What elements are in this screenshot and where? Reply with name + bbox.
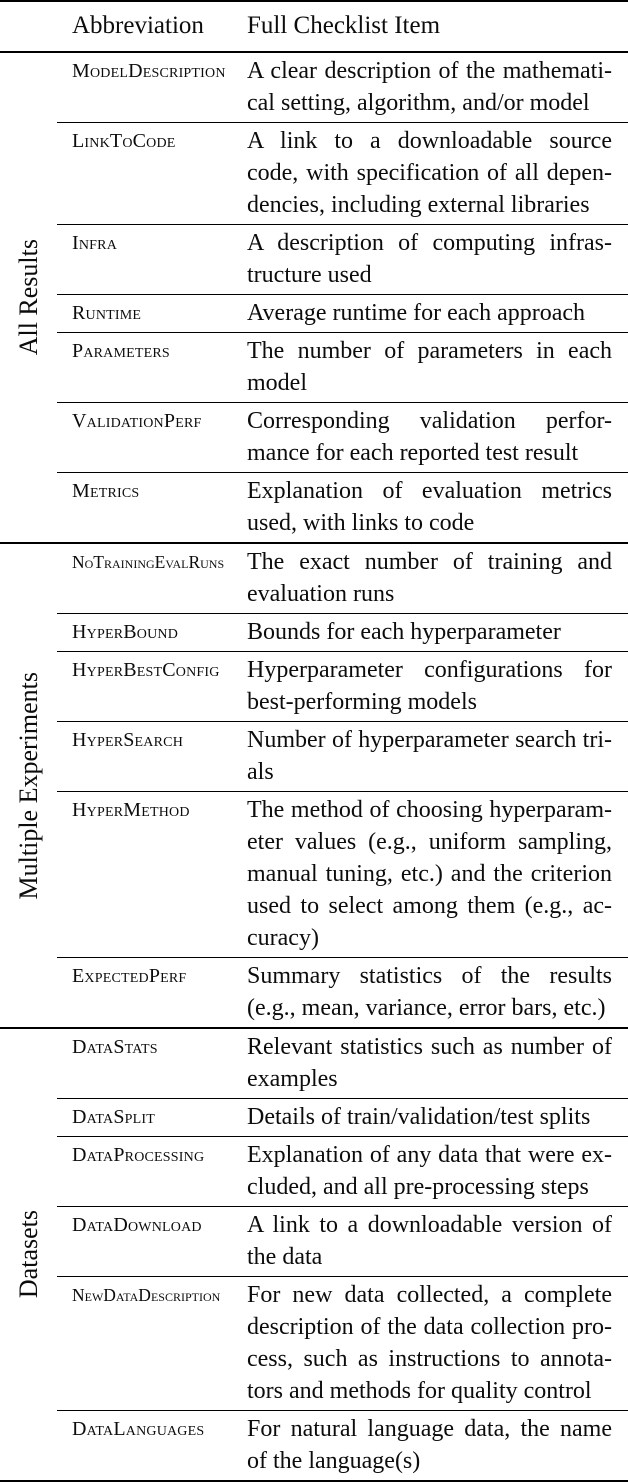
table-row — [57, 332, 628, 402]
checklist-item-cell: The exact number of training and evaluation runs — [247, 549, 612, 607]
table-row — [57, 651, 628, 721]
checklist-item-cell: For natural language data, the name of the language(s) — [247, 1416, 612, 1474]
header-spacer — [0, 10, 57, 42]
checklist-item-cell: Hyperparameter configurations for best-performing models — [247, 657, 612, 715]
table-row — [57, 544, 628, 613]
abbreviation-cell: ExpectedPerf — [72, 965, 187, 987]
group-label-cell — [0, 544, 57, 1027]
abbreviation-cell: DataStats — [72, 1036, 158, 1058]
abbreviation-cell: DataSplit — [72, 1106, 156, 1128]
checklist-item-cell: Average runtime for each approach — [247, 300, 586, 326]
checklist-item-cell: Explanation of evaluation metrics used, with links to code — [247, 478, 612, 536]
table-row — [57, 53, 628, 122]
table-row — [57, 613, 628, 651]
abbreviation-cell: NewDataDescription — [72, 1285, 221, 1305]
abbreviation-cell: HyperBestConfig — [72, 659, 220, 681]
table-row — [57, 1098, 628, 1136]
table-row — [57, 957, 628, 1027]
table-row — [57, 1276, 628, 1410]
group-datasets — [0, 1029, 628, 1480]
checklist-item-cell: A link to a downloadable version of the data — [247, 1212, 612, 1270]
checklist-item-cell: The method of choosing hyperparam- eter values (e.g., uniform sampling, manual tuning, etc.) and the criterion used to select among them (e.g., ac- curacy) — [247, 797, 612, 951]
table-row — [57, 472, 628, 542]
abbreviation-cell: ValidationPerf — [72, 410, 202, 432]
abbreviation-cell: Infra — [72, 232, 118, 254]
table-row — [57, 1410, 628, 1480]
checklist-item-cell: A link to a downloadable source code, with specification of all depen- dencies, including external libraries — [247, 128, 612, 218]
checklist-item-cell: The number of parameters in each model — [247, 338, 612, 396]
group-label-datasets: Datasets — [13, 1210, 43, 1299]
group-rows — [57, 544, 628, 1027]
table-row — [57, 791, 628, 957]
checklist-item-cell: Relevant statistics such as number of examples — [247, 1034, 612, 1092]
abbreviation-cell: LinkToCode — [72, 130, 176, 152]
table-row — [57, 1206, 628, 1276]
group-multiple-experiments — [0, 544, 628, 1029]
group-label-cell — [0, 1029, 57, 1480]
table-row — [57, 224, 628, 294]
group-all-results — [0, 53, 628, 544]
abbreviation-cell: Metrics — [72, 480, 140, 502]
group-label-all-results: All Results — [13, 239, 43, 356]
table-row — [57, 721, 628, 791]
table-row — [57, 1136, 628, 1206]
abbreviation-cell: DataDownload — [72, 1214, 202, 1236]
table-row — [57, 122, 628, 224]
group-label-cell — [0, 53, 57, 542]
checklist-item-cell: A description of computing infras- tructure used — [247, 230, 612, 288]
group-rows — [57, 1029, 628, 1480]
table-header — [0, 2, 628, 53]
group-label-multiple-experiments: Multiple Experiments — [13, 671, 43, 900]
group-rows — [57, 53, 628, 542]
column-header-full-checklist-item: Full Checklist Item — [247, 12, 441, 39]
checklist-item-cell: Corresponding validation perfor- mance for each reported test result — [247, 408, 612, 466]
abbreviation-cell: DataProcessing — [72, 1144, 205, 1166]
checklist-item-cell: Number of hyperparameter search tri- als — [247, 727, 612, 785]
abbreviation-cell: Runtime — [72, 302, 142, 324]
abbreviation-cell: HyperBound — [72, 621, 179, 643]
column-header-abbreviation: Abbreviation — [72, 12, 204, 39]
checklist-item-cell: Bounds for each hyperparameter — [247, 619, 561, 645]
checklist-item-cell: A clear description of the mathemati- cal setting, algorithm, and/or model — [247, 58, 612, 116]
table-row — [57, 294, 628, 332]
checklist-item-cell: For new data collected, a complete description of the data collection pro- cess, such as instructions to annota- tors and methods for quality control — [247, 1282, 612, 1404]
abbreviation-cell: NoTrainingEvalRuns — [72, 552, 225, 572]
table-row — [57, 1029, 628, 1098]
checklist-item-cell: Explanation of any data that were ex- cluded, and all pre-processing steps — [247, 1142, 612, 1200]
checklist-item-cell: Details of train/validation/test splits — [247, 1104, 591, 1130]
abbreviation-cell: Parameters — [72, 340, 170, 362]
abbreviation-cell: HyperSearch — [72, 729, 184, 751]
abbreviation-cell: DataLanguages — [72, 1418, 205, 1440]
abbreviation-cell: ModelDescription — [72, 60, 226, 82]
checklist-item-cell: Summary statistics of the results (e.g., mean, variance, error bars, etc.) — [247, 963, 612, 1021]
abbreviation-cell: HyperMethod — [72, 799, 190, 821]
table-row — [57, 402, 628, 472]
